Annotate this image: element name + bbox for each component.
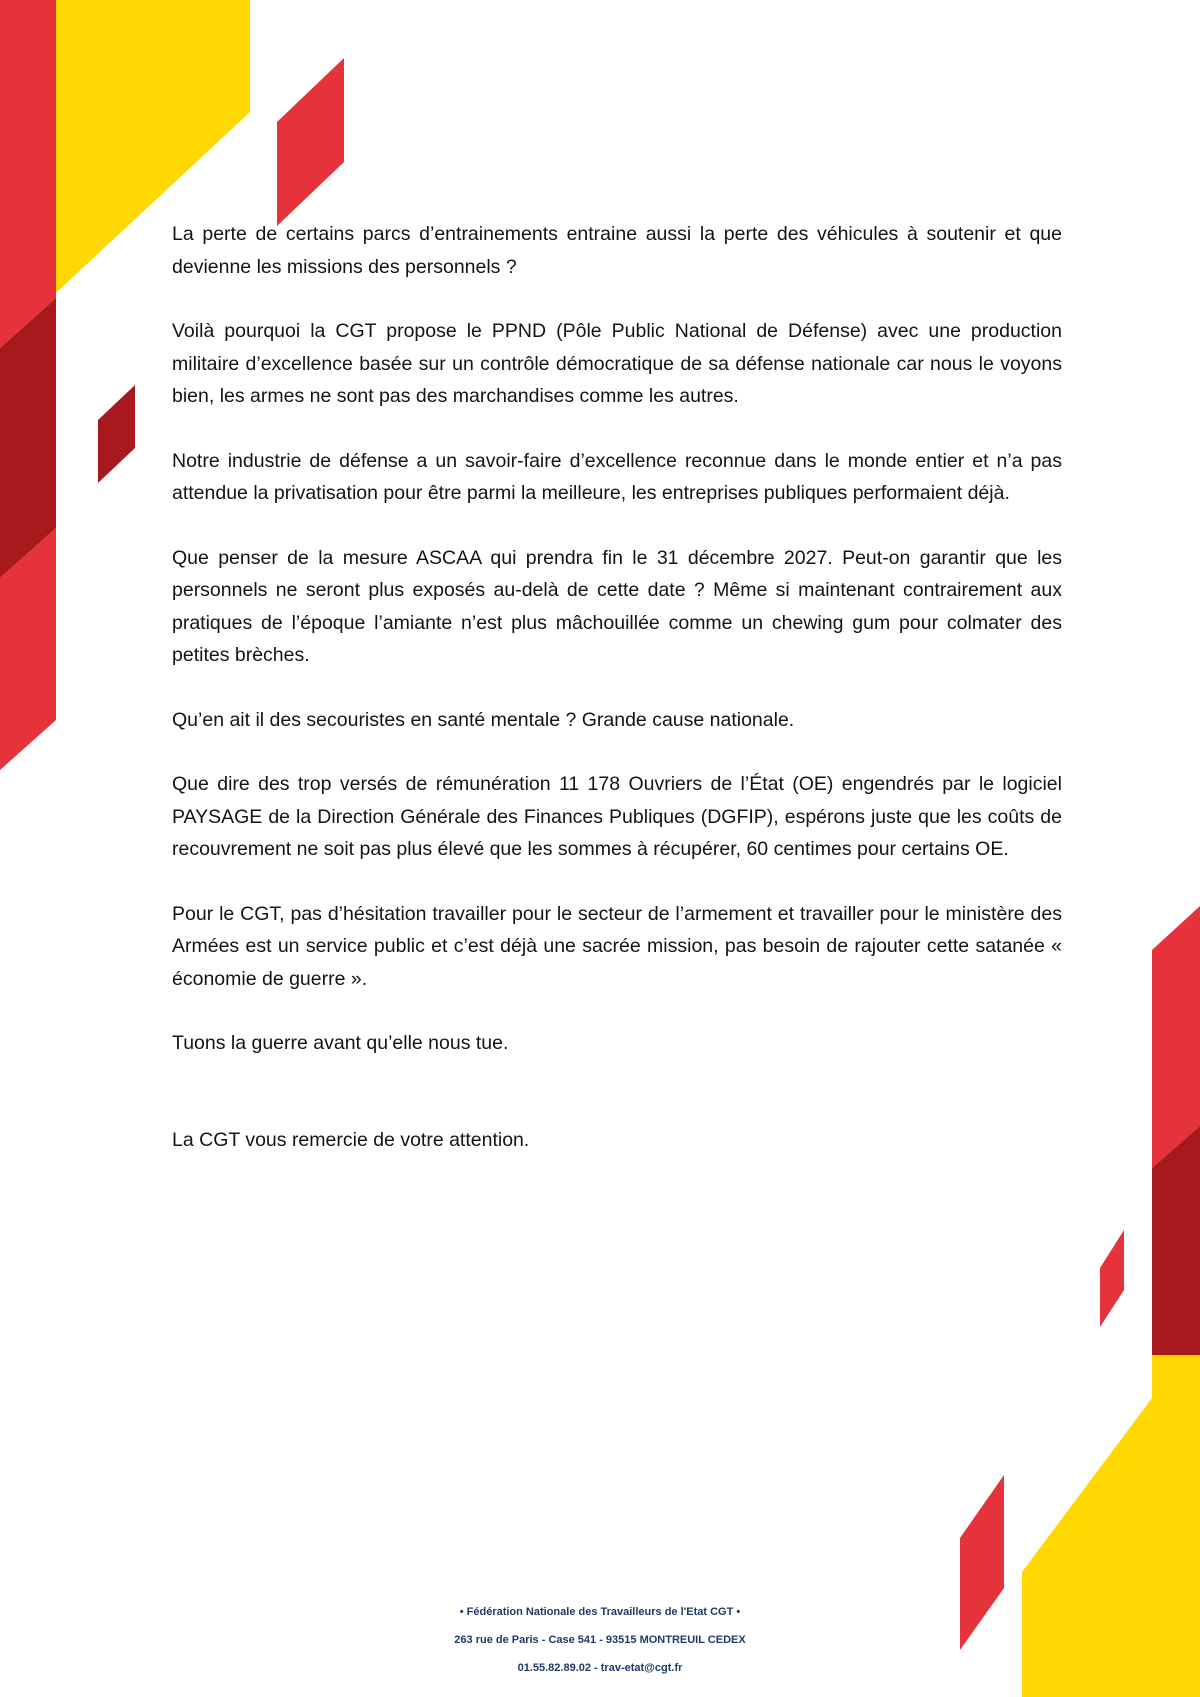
red-sliver-right <box>1100 1230 1124 1327</box>
footer-address: 263 rue de Paris - Case 541 - 93515 MONTREUIL CEDEX <box>454 1634 746 1646</box>
paragraph-8: Tuons la guerre avant qu’elle nous tue. <box>172 1032 509 1054</box>
paragraph-7: Pour le CGT, pas d’hésitation travailler pour le secteur de l’armement et travailler pour le ministère des Armées est un service public et c’est déjà une sacrée mission, pas besoin de rajouter cette satanée « économie de guerre ». <box>172 902 1062 990</box>
paragraph-3: Notre industrie de défense a un savoir-faire d’excellence reconnue dans le monde entier et n’a pas attendue la privatisation pour être parmi la meilleure, les entreprises publiques performaient déjà. <box>172 449 1062 504</box>
letter-body <box>172 218 1062 1188</box>
page-footer <box>0 1598 1200 1682</box>
red-band-right <box>1152 906 1200 1168</box>
paragraph-4: Que penser de la mesure ASCAA qui prendra fin le 31 décembre 2027. Peut-on garantir que les personnels ne seront plus exposés au-delà de cette date ? Même si maintenant contrairement aux pratiques de l’époque l’amiante n’est plus mâchouillée comme un chewing gum pour colmater des petites brèches. <box>172 546 1062 666</box>
red-sliver-top <box>277 58 344 226</box>
dark-red-sliver-left <box>98 385 135 483</box>
paragraph-5: Qu’en ait il des secouristes en santé mentale ? Grande cause nationale. <box>172 708 795 731</box>
red-band-top-left <box>0 0 56 348</box>
paragraph-6: Que dire des trop versés de rémunération 11 178 Ouvriers de l’État (OE) engendrés par le logiciel PAYSAGE de la Direction Générale des Finances Publiques (DGFIP), espérons juste que les coûts de recouvrement ne soit pas plus élevé que les sommes à récupérer, 60 centimes pour certains OE. <box>172 773 1062 860</box>
paragraph-2: Voilà pourquoi la CGT propose le PPND (Pôle Public National de Défense) avec une production militaire d’excellence basée sur un contrôle démocratique de sa défense nationale car nous le voyons bien, les armes ne sont pas des marchandises comme les autres. <box>172 320 1062 407</box>
footer-contact: 01.55.82.89.02 - trav-etat@cgt.fr <box>517 1662 683 1674</box>
footer-organization: • Fédération Nationale des Travailleurs de l'Etat CGT • <box>459 1606 741 1618</box>
closing-line: La CGT vous remercie de votre attention. <box>172 1128 530 1151</box>
paragraph-1: La perte de certains parcs d’entrainements entraine aussi la perte des véhicules à soutenir et que devienne les missions des personnels ? <box>172 223 1062 278</box>
